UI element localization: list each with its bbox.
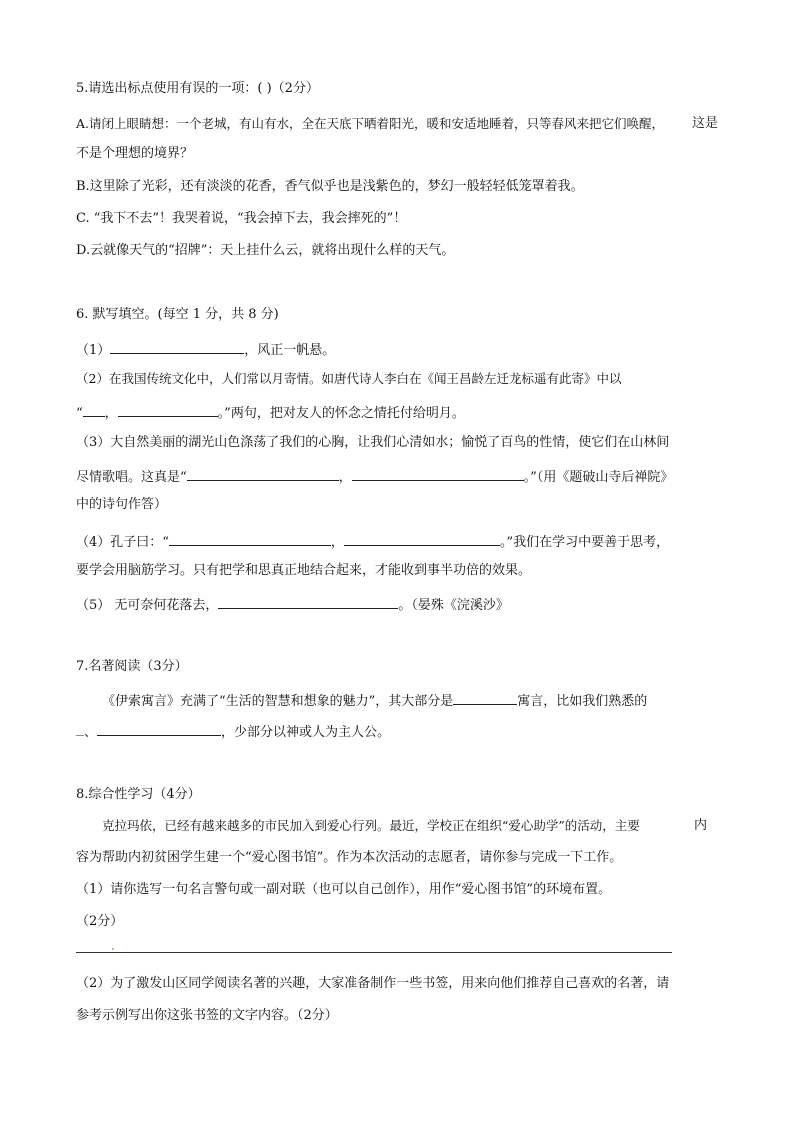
q6-item5-suffix: 。（晏殊《浣溪沙》 [398,598,509,613]
q7-blank-1[interactable] [453,690,517,705]
q6-item4-line2: 要学会用脑筋学习。只有把学和思真正地结合起来，才能收到事半功倍的效果。 [76,563,532,578]
q6-item5-prefix: （5） 无可奈何花落去， [76,598,219,613]
q6-item1 [76,339,335,360]
q6-item3-line2 [76,466,673,487]
q6-item3-prefix: 尽情歌唱。这真是“ [76,470,187,485]
q6-item2-blank-1[interactable] [83,402,105,417]
q7-line2-separator: 、 [84,725,98,740]
q6-item3-suffix: 。”（用《题破山寺后禅院》 [523,470,674,485]
q6-item1-blank[interactable] [110,339,244,354]
q8-intro-line2: 容为帮助内初贫困学生建一个“爱心图书馆”。作为本次活动的志愿者，请你参与完成一下工作。 [76,850,623,865]
q6-item4-blank-2[interactable] [344,531,500,546]
q6-item3-line1: （3）大自然美丽的湖光山色涤荡了我们的心胸，让我们心清如水；愉悦了百鸟的性情，使它们在山林间 [76,435,670,450]
q6-item2-suffix: 。”两句，把对友人的怀念之情托付给明月。 [217,406,465,421]
q8-part2-line2: 参考示例写出你这张书签的文字内容。（2分） [76,1008,338,1023]
q6-item2-open-quote: “ [76,406,83,421]
q5-title: 5.请选出标点使用有误的一项：( )（2分） [76,81,319,96]
q5-option-a-line2: 不是个理想的境界？ [76,146,194,161]
q8-part2-line1: （2）为了激发山区同学阅读名著的兴趣，大家准备制作一些书签，用来向他们推荐自己喜欢的名著，请 [76,976,670,991]
q7-line2-suffix: ，少部分以神或人为主人公。 [221,725,391,740]
q6-item3-blank-1[interactable] [187,466,339,481]
q7-line1-prefix: 《伊索寓言》充满了“生活的智慧和想象的魅力”，其大部分是 [102,694,454,709]
q6-item1-prefix: （1） [76,343,111,358]
q6-item3-comma: ， [338,470,352,485]
q8-part1-score: （2分） [76,914,124,929]
stray-mark [112,948,114,950]
q5-option-a-line1-end: 这是 [692,116,719,131]
q7-blank-3[interactable] [97,721,221,736]
q5-option-a-line1: A.请闭上眼睛想：一个老城，有山有水，全在天底下晒着阳光，暖和安适地睡着，只等春风来把它们唤醒， [76,116,665,131]
q8-intro-line1-end: 内 [694,818,708,833]
q7-line1-suffix: 寓言，比如我们熟悉的 [517,694,648,709]
q5-option-d: D.云就像天气的“招牌”：天上挂什么云，就将出现什么样的天气。 [76,243,455,258]
q8-part1: （1）请你选写一句名言警句或一副对联（也可以自己创作），用作“爱心图书馆”的环境布置。 [76,882,612,897]
q6-item4-line1 [76,531,669,552]
q8-title: 8.综合性学习（4分） [76,787,201,802]
q6-item2-comma: ， [104,406,118,421]
q6-item1-suffix: ，风正一帆悬。 [244,343,336,358]
q6-item4-blank-1[interactable] [169,531,331,546]
q6-item3-line3: 中的诗句作答） [76,497,168,512]
q7-blank-2[interactable] [76,721,84,736]
q6-item5 [76,594,509,615]
q8-answer-line[interactable] [76,952,672,953]
q8-intro-line1: 克拉玛依，已经有越来越多的市民加入到爱心行列。最近，学校正在组织“爱心助学”的活动，主要 [102,818,640,833]
q5-option-c: C. “我下不去”！我哭着说，“我会掉下去，我会摔死的”！ [76,211,407,226]
q6-item3-blank-2[interactable] [352,466,524,481]
q6-item2-line2 [76,402,465,423]
q6-item4-comma: ， [330,535,344,550]
q6-item2-blank-2[interactable] [118,402,218,417]
q6-item4-suffix: 。”我们在学习中要善于思考， [499,535,670,550]
q7-line1 [102,690,647,711]
q5-option-b: B.这里除了光彩，还有淡淡的花香，香气似乎也是浅紫色的，梦幻一般轻轻低笼罩着我。 [76,179,584,194]
q7-title: 7.名著阅读（3分） [76,659,188,674]
q6-title: 6. 默写填空。(每空 1 分，共 8 分) [76,307,279,322]
q6-item5-blank[interactable] [218,594,398,609]
q7-line2 [76,721,390,742]
q6-item4-prefix: （4）孔子曰：“ [76,535,169,550]
q6-item2-line1: （2）在我国传统文化中，人们常以月寄情。如唐代诗人李白在《闻王昌龄左迁龙标遥有此寄》中以 [76,371,622,386]
